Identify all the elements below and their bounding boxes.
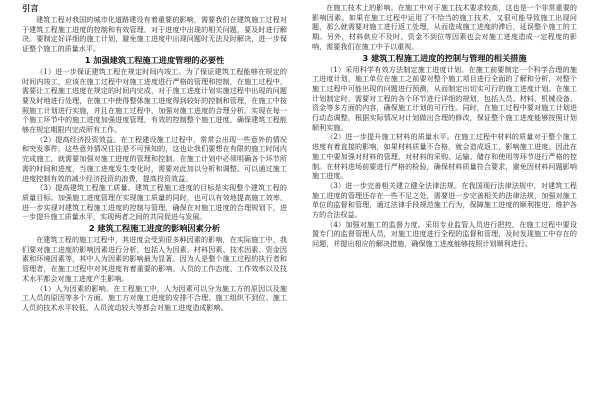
section-2-paragraph-2: （1）人为因素的影响。在工程施工中，人为因素可以分为施工方的原因以及施工人员的原因等多个方面。施工方对施工进度的安排不合理、施工组织不到位、施工人员的技术水平较低、人员流动较大等都会对施工进度造成影响。: [22, 283, 287, 312]
right-column: [312, 3, 577, 397]
section-3-paragraph-1: （1）采用科学有效方法制定施工进度计划。在施工前要制定一个科学合理的施工进度计划，施工单位在施工之前要对整个施工项目进行全面的了解和分析，对整个施工过程中可能出现的问题进行预测，从而制定出切实可行的施工进度计划。在施工计划制定时，需要对工程的各个环节进行详细的规划，包括人员、材料、机械设备、资金等多方面的内容，确保施工计划的可行性。同时，在施工过程中要对施工计划进行动态调整，根据实际情况对计划做出合理的修改，保证整个施工进度能够按照计划顺利实施。: [312, 64, 577, 132]
intro-heading: 引言: [22, 3, 39, 13]
right-lead-paragraph: 在施工技术上的影响。在施工中对于施工技术要求较高，这也是一个非常重要的影响因素。如果在施工过程中运用了不恰当的施工技术，又很可能导致施工出现问题，那么就需要对施工进行返工处理，从而造成施工进度的滞后，延误整个施工的工期。另外，材料供应不及时、资金不到位等因素也会对施工进度造成一定程度的影响，需要我们在施工中予以重视。: [312, 3, 577, 51]
section-3-paragraph-3: （3）进一步完善相关建立健全法律法规。在我国现行法律法规中，对建筑工程施工进度的管理还存在一些不足之处，需要进一步完善相关的法律法规，加强对施工单位的监督和管理，通过法律手段规范施工行为，保障施工进度的顺利推进，维护各方的合法权益。: [312, 180, 577, 220]
intro-paragraph: 建筑工程对我国的城市化道路建设有着重要的影响，需要我们在建筑施工过程对于建筑工程施工进度的控制和有效管理，对于进度中出现的相关问题，要及时进行解决。要制定好详细的施工计划，避免施工进度中出现问题时无法及时解决，进一步保证整个施工的质量水平。: [22, 15, 287, 54]
left-column: [22, 3, 287, 397]
section-1-paragraph-3: （3）提高建筑工程施工质量。建筑工程施工进度的目标是实现整个建筑工程的质量目标。加强施工进度管理在实现施工质量的同时，也可以有效地提高施工效率，进一步实现对建筑工程施工进度的控制与管理，确保在对施工进度的合理规划下，进一步提升施工质量水平，实现两者之间的共同促进与发展。: [22, 183, 287, 222]
section-1-heading: 1 加强建筑工程施工进度管理的必要性: [84, 54, 225, 65]
section-3-heading: 3 建筑工程施工进度的控制与管理的相关措施: [362, 52, 527, 63]
section-1-paragraph-2: （2）提高经济投资效益。在工程建设施工过程中，常常会出现一些意外的情况和突发事件，这些意外情况往往是不可预知的，这也让我们要想在有限的施工时间内完成施工，就需要加强对施工进度的管理和控制。在施工计划中必须明确各个环节所需的时间和进度，当施工进度发生变化时，需要对此加以分析和调整。可以通过施工进度控制有效的减少经济投资的浪费，提高投资效益。: [22, 134, 287, 183]
section-3-paragraph-2: （2）进一步提升施工材料的质量水平。在施工过程中材料的质量对于整个施工进度有着直接的影响，如果材料质量不合格，就会造成返工，影响施工进度。因此在施工中要加强对材料的管理，对材料的采购、运输、储存和使用等环节进行严格的控制。在材料进场前要进行严格的检验，确保材料质量符合要求，避免因材料问题影响施工进度。: [312, 132, 577, 181]
section-2-heading: 2 建筑工程施工进度的影响因素分析: [88, 223, 221, 234]
section-3-paragraph-4: （4）加强对施工的监督力度。采用专业监管人员进行把控，在施工过程中要设置专门的监督管理人员，对施工进度进行全程的监督和管理，及时发现施工中存在的问题，并提出相应的解决措施，确保施工进度能够按照计划顺利进行。: [312, 219, 577, 249]
section-1-paragraph-1: （1）进一步保证建筑工程在规定时间内竣工。为了保证建筑工程能够在规定的时间内竣工，应该在施工过程中对施工进度进行严格的管理和控制，在施工过程中，需要让工程施工进度在规定的时间内完成，对于施工进度计划实施过程中出现的问题要及时地进行处理，在施工中使得整体施工进度得到较好的控制和管理，在施工中按照施工计划进行实施，并且在施工过程中，加强对施工进度的合理分析。实现在每一个施工环节中的施工进度加强进度管理，有效的控制整个施工进度，确保建筑工程能够在规定期限内完成所有工作。: [22, 66, 287, 135]
section-2-paragraph-1: 在建筑工程的施工过程中，其进度会受到很多种因素的影响，在实际施工中，我们要对施工进度的影响因素进行分析，包括人为因素、材料因素、技术因素、资金因素和环境因素等，其中人为因素的影响最为显著。因为人是整个施工过程的执行者和管理者，在施工过程中对其进度有着重要的影响。人员的工作态度、工作效率以及技术水平都会对施工进度产生影响。: [22, 235, 287, 283]
